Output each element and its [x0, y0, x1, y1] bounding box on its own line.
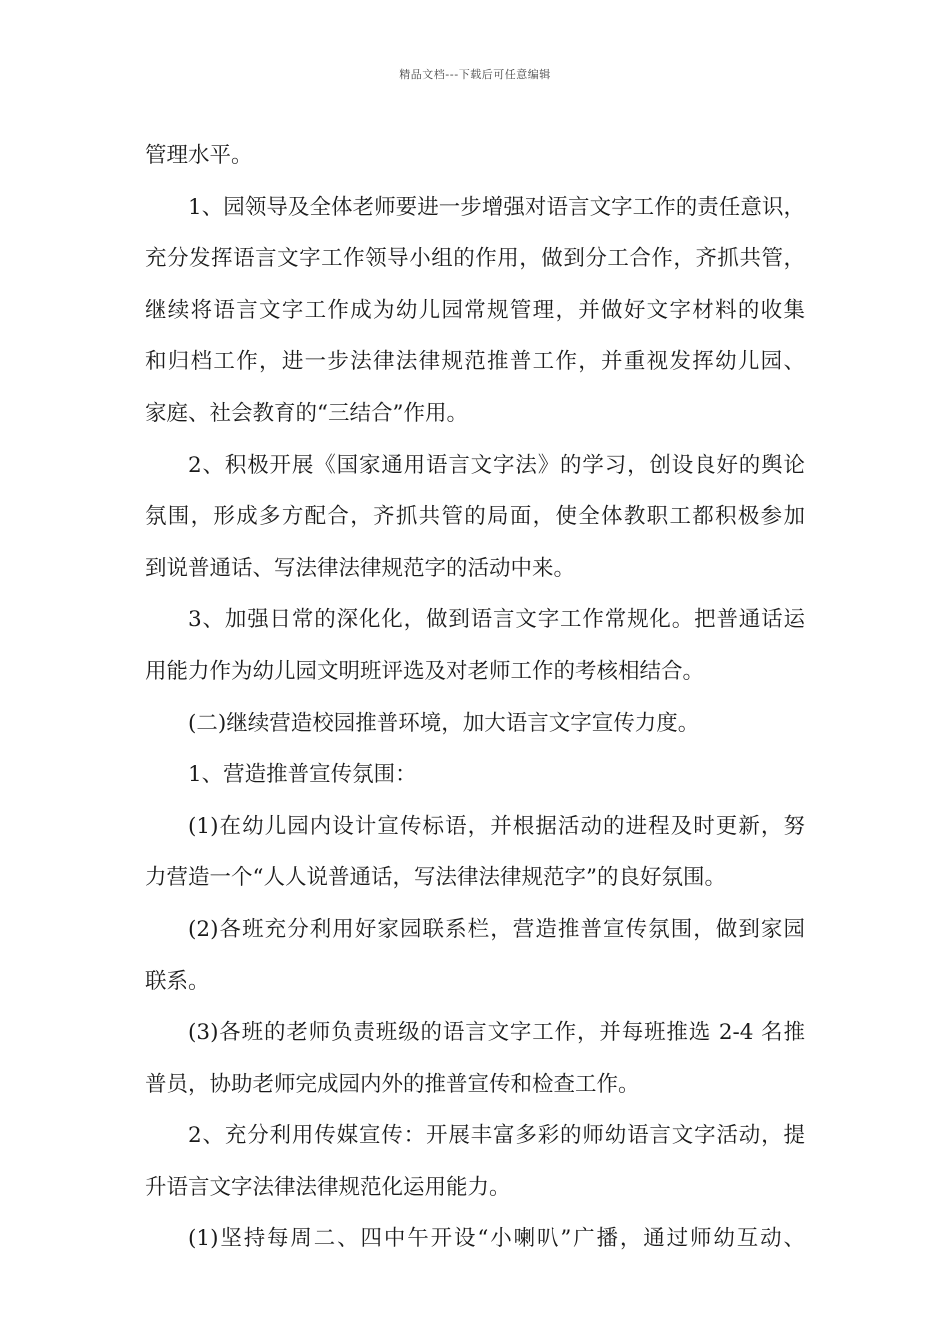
text-line: 普员，协助老师完成园内外的推普宣传和检查工作。: [145, 1071, 640, 1097]
text-line: 1、园领导及全体老师要进一步增强对语言文字工作的责任意识，: [188, 194, 805, 220]
text-line: 充分发挥语言文字工作领导小组的作用，做到分工合作，齐抓共管，: [145, 246, 805, 272]
text-line: (1)在幼儿园内设计宣传标语，并根据活动的进程及时更新，努: [188, 813, 805, 839]
text-line: 家庭、社会教育的“三结合”作用。: [145, 400, 468, 426]
text-line: 2、充分利用传媒宣传：开展丰富多彩的师幼语言文字活动，提: [188, 1123, 805, 1149]
text-line: (2)各班充分利用好家园联系栏，营造推普宣传氛围，做到家园: [188, 916, 805, 942]
text-line: 力营造一个“人人说普通话，写法律法律规范字”的良好氛围。: [145, 865, 726, 891]
text-line: (3)各班的老师负责班级的语言文字工作，并每班推选 2-4 名推: [188, 1020, 805, 1046]
text-line: 2、积极开展《国家通用语言文字法》的学习，创设良好的舆论: [188, 452, 805, 478]
page-header: 精品文档---下载后可任意编辑: [399, 68, 551, 81]
text-line: (1)坚持每周二、四中午开设“小喇叭”广播，通过师幼互动、: [188, 1226, 805, 1252]
text-line: 和归档工作，进一步法律法律规范推普工作，并重视发挥幼儿园、: [145, 349, 805, 375]
text-line: 管理水平。: [145, 143, 253, 168]
text-line: 3、加强日常的深化化，做到语言文字工作常规化。把普通话运: [188, 607, 805, 633]
text-line: 联系。: [145, 968, 210, 994]
text-line: 1、营造推普宣传氛围：: [188, 762, 417, 788]
text-line: 用能力作为幼儿园文明班评选及对老师工作的考核相结合。: [145, 658, 705, 684]
section-heading: (二)继续营造校园推普环境，加大语言文字宣传力度。: [188, 710, 700, 736]
text-line: 到说普通话、写法律法律规范字的活动中来。: [145, 555, 576, 581]
text-line: 升语言文字法律法律规范化运用能力。: [145, 1174, 511, 1200]
text-line: 继续将语言文字工作成为幼儿园常规管理，并做好文字材料的收集: [145, 297, 805, 323]
text-line: 氛围，形成多方配合，齐抓共管的局面，使全体教职工都积极参加: [145, 504, 805, 530]
document-body: [145, 130, 805, 1265]
